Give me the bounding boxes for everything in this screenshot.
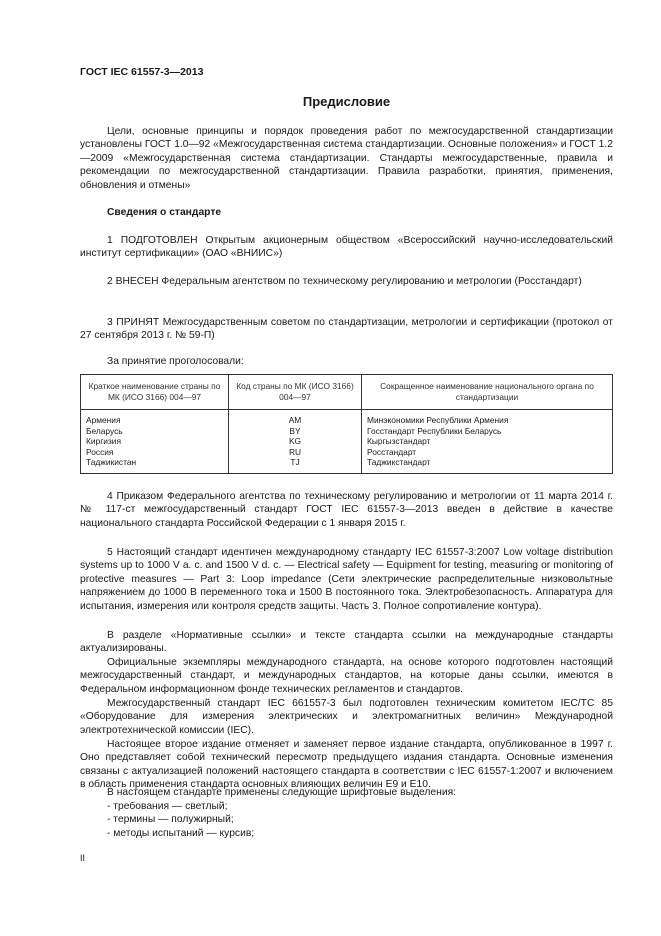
intro-paragraph: Цели, основные принципы и порядок проведения работ по межгосударственной стандартизации установлены ГОСТ 1.0—92 «Межгосударственная система стандартизации. Основные положения» и ГОСТ 1.2—2009 «Межгосударственная система стандартизации. Стандарты межгосударственные, правила и рекомендации по межгосударственной стандартизации. Правила разработки, принятия, применения, обновления и отмены»: [80, 126, 613, 191]
cell-country: Беларусь: [81, 426, 229, 437]
table-row: [81, 447, 613, 458]
cell-code: KG: [229, 436, 362, 447]
column-header-body: Сокращенное наименование национального органа по стандартизации: [362, 375, 613, 410]
table-row: [81, 426, 613, 437]
edition-paragraph: Настоящее второе издание отменяет и заменяет первое издание стандарта, опубликованное в 1997 г. Оно представляет собой технический пересмотр предыдущего издания стандарта. Основные изменения связаны с актуализацией положений настоящего стандарта в соответствии с IEC 61557-1:2007 и включением в область применения стандарта основных влияющих величин E9 и E10.: [80, 739, 613, 791]
cell-body: Росстандарт: [362, 447, 613, 458]
item-prepared: 1 ПОДГОТОВЛЕН Открытым акционерным обществом «Всероссийский научно-исследовательский институт сертификации» (ОАО «ВНИИС»): [80, 235, 613, 260]
standard-code-header: ГОСТ IEC 61557-3—2013: [80, 66, 204, 78]
cell-body: Госстандарт Республики Беларусь: [362, 426, 613, 437]
table-row: [81, 436, 613, 447]
voting-table: [80, 374, 613, 474]
cell-country: Киргизия: [81, 436, 229, 447]
cell-code: TJ: [229, 457, 362, 473]
cell-body: Минэкономики Республики Армения: [362, 410, 613, 426]
cell-code: AM: [229, 410, 362, 426]
cell-country: Россия: [81, 447, 229, 458]
item-identical: 5 Настоящий стандарт идентичен международному стандарту IEC 61557-3:2007 Low voltage distribution systems up to 1000 V a. c. and 1500 V d. c. — Electrical safety — Equipment for testing, measuring or monitoring of protective measures — Part 3: Loop impedance (Сети электрические распределительные низковольтные напряжением до 1000 В переменного тока и 1500 В постоянного тока. Электробезопасность. Аппаратура для испытания, измерения или контроля средств защиты. Часть 3. Полное сопротивление контура).: [80, 547, 613, 612]
table-row: [81, 410, 613, 426]
cell-body: Кыргызстандарт: [362, 436, 613, 447]
cell-country: Армения: [81, 410, 229, 426]
refs-paragraph: В разделе «Нормативные ссылки» и тексте стандарта ссылки на международные стандарты актуализированы.: [80, 630, 613, 655]
column-header-code: Код страны по МК (ИСО 3166) 004—97: [229, 375, 362, 410]
list-item: - методы испытаний — курсив;: [107, 828, 255, 839]
cell-body: Таджикстандарт: [362, 457, 613, 473]
committee-paragraph: Межгосударственный стандарт IEC 661557-3 был подготовлен техническим комитетом IEC/TC 85 «Оборудование для измерения электрических и электромагнитных величин» Международной электротехнической комиссии (IEC).: [80, 698, 613, 736]
item-order: 4 Приказом Федерального агентства по техническому регулированию и метрологии от 11 марта 2014 г. № 117-ст межгосударственный стандарт ГОСТ IEC 61557-3—2013 введен в действие в качестве национального стандарта Российской Федерации с 1 января 2015 г.: [80, 491, 613, 529]
page-number: II: [80, 853, 86, 863]
voted-label: За принятие проголосовали:: [107, 356, 244, 367]
fonts-intro: В настоящем стандарте применены следующие шрифтовые выделения:: [107, 787, 457, 798]
item-introduced: 2 ВНЕСЕН Федеральным агентством по техническому регулированию и метрологии (Росстандарт): [107, 276, 582, 287]
table-row: [81, 457, 613, 473]
cell-code: BY: [229, 426, 362, 437]
table-header-row: [81, 375, 613, 410]
list-item: - требования — светлый;: [107, 801, 228, 812]
about-standard-heading: Сведения о стандарте: [107, 207, 222, 218]
page-title: Предисловие: [302, 94, 391, 109]
official-copies-paragraph: Официальные экземпляры международного стандарта, на основе которого подготовлен настоящий межгосударственный стандарт, и международных стандартов, на которые даны ссылки, имеются в Федеральном информационном фонде технических регламентов и стандартов.: [80, 657, 613, 695]
column-header-country: Краткое наименование страны по МК (ИСО 3166) 004—97: [81, 375, 229, 410]
cell-country: Таджикистан: [81, 457, 229, 473]
cell-code: RU: [229, 447, 362, 458]
item-adopted: 3 ПРИНЯТ Межгосударственным советом по стандартизации, метрологии и сертификации (протокол от 27 сентября 2013 г. № 59-П): [80, 317, 613, 342]
list-item: - термины — полужирный;: [107, 814, 234, 825]
